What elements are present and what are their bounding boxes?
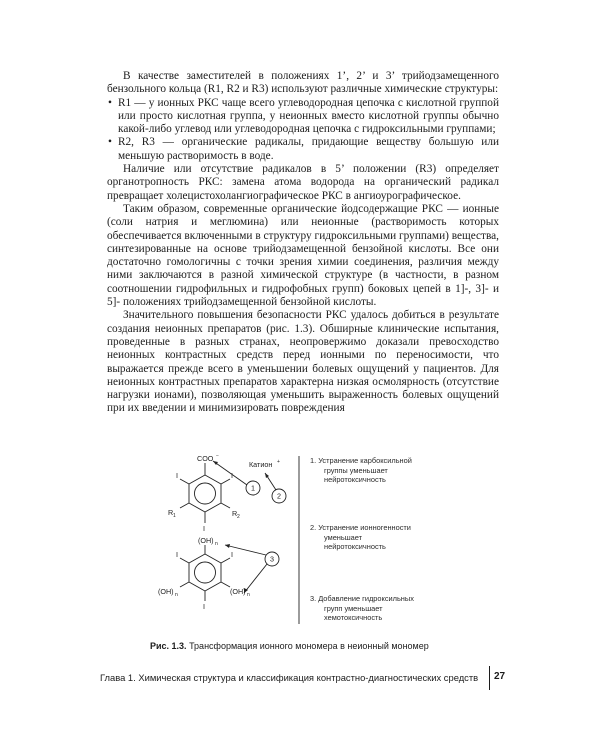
figure-caption (150, 641, 510, 651)
note-2 (310, 523, 450, 552)
figure-1-3 (150, 454, 450, 634)
label-r2-sub: 2 (237, 514, 240, 520)
note-1 (310, 456, 450, 485)
body-text (107, 70, 499, 416)
note-3-line-3: хемотоксичность (324, 613, 383, 623)
intro-paragraph: В качестве заместителей в положениях 1’, 2’ и 3’ трийодзамещенного бензольного кольца (R1, R2 и R3) используют различные химические структуры: (107, 70, 499, 96)
caption-text: Трансформация ионного мономера в неионный мономер (186, 641, 429, 651)
label-r2: R (232, 509, 238, 518)
label-r1-sub: 1 (173, 513, 176, 519)
label-oh-right-sub: n (247, 592, 250, 598)
label-oh-right: (OH) (230, 587, 246, 596)
note-1-line-3: нейротоксичность (324, 475, 386, 485)
note-3-line-2: групп уменьшает (324, 603, 383, 613)
note-2-line-3: нейротоксичность (324, 542, 386, 552)
paragraph-organotropy: Наличие или отсутствие радикалов в 5’ положении (R3) определяет органотропность РКС: замена атома водорода на органический радикал превращает холецистохолангиографическое РКС в ангиоурографическое. (107, 163, 499, 202)
label-cation-charge: + (277, 459, 280, 465)
bullet-r2-r3: • R2, R3 — органические радикалы, придающие веществу большую или меньшую растворимость в воде. (107, 136, 499, 163)
callout-number-3: 3 (270, 554, 274, 564)
benzene-ring-ionic (189, 475, 221, 512)
label-oh-left-sub: n (175, 592, 178, 598)
iodine-label: I (231, 550, 233, 559)
page-number: 27 (494, 671, 506, 682)
running-footer: Глава 1. Химическая структура и классификация контрастно-диагностических средств (100, 672, 479, 683)
benzene-ring-nonionic (189, 554, 221, 591)
label-oh-top-sub: n (215, 541, 218, 547)
label-oh-left: (OH) (158, 587, 174, 596)
arrow-3b (244, 564, 267, 593)
bullet-r1: • R1 — у ионных РКС чаще всего углеводородная цепочка с кислотной группой или просто кислотная группа, у неионных вместо кислотной группы обычно какой-либо углевод или углеводородная цепочка с гидроксильными группами; (107, 97, 499, 137)
label-oh-top: (OH) (198, 536, 214, 545)
label-r1: R (168, 508, 174, 517)
aromatic-circle-ionic (195, 483, 216, 504)
label-coo-charge: − (216, 454, 219, 459)
label-cation: Катион (249, 460, 273, 469)
callout-number-1: 1 (251, 483, 255, 493)
note-1-line-2: группы уменьшает (324, 465, 388, 475)
iodine-label: I (203, 524, 205, 533)
label-coo: COO (197, 454, 214, 463)
paragraph-summary: Таким образом, современные органические йодсодержащие РКС — ионные (соли натрия и меглюмина) или неионные (растворимость которых обеспечивается включенными в структуру гидроксильными группами) вещества, синтезированные на основе трийодзамещенной бензойной кислоты. Все они достаточно гомологичны с точки зрения химии соединения, различия между ними заключаются в разной химической структуре (в частности, в разном соотношении гидрофильных и гидрофобных групп) боковых цепей в 1]-, 3]- и 5]- положениях трийодзамещенной бензойной кислоты. (107, 202, 499, 309)
caption-label: Рис. 1.3. (150, 641, 187, 651)
note-3 (310, 594, 450, 623)
iodine-label: I (176, 471, 178, 480)
note-1-line-1: 1. Устранение карбоксильной (310, 456, 412, 465)
note-2-line-1: 2. Устранение ионногенности (310, 523, 411, 532)
callout-number-2: 2 (277, 491, 281, 501)
paragraph-safety: Значительного повышения безопасности РКС удалось добиться в результате создания неионных препаратов (рис. 1.3). Обширные клинические испытания, проведенные в разных странах, неопровержимо доказали превосходство неионных контрастных средств перед ионными по переносимости, что выражается прежде всего в уменьшении болевых ощущений у пациентов. Для неионных контрастных препаратов характерна низкая осмолярность (отсутствие нагрузки ионами), позволяющая уменьшить выраженность болевых ощущений при их введении и минимизировать повреждения (107, 309, 499, 415)
iodine-label: I (203, 602, 205, 611)
arrow-1 (213, 461, 247, 485)
note-2-line-2: уменьшает (324, 532, 363, 542)
footer-divider (489, 666, 490, 690)
substituent-list (107, 97, 499, 163)
note-3-line-1: 3. Добавление гидроксильных (310, 594, 414, 603)
aromatic-circle-nonionic (195, 562, 216, 583)
iodine-label: I (176, 550, 178, 559)
iodine-label: I (231, 471, 233, 480)
